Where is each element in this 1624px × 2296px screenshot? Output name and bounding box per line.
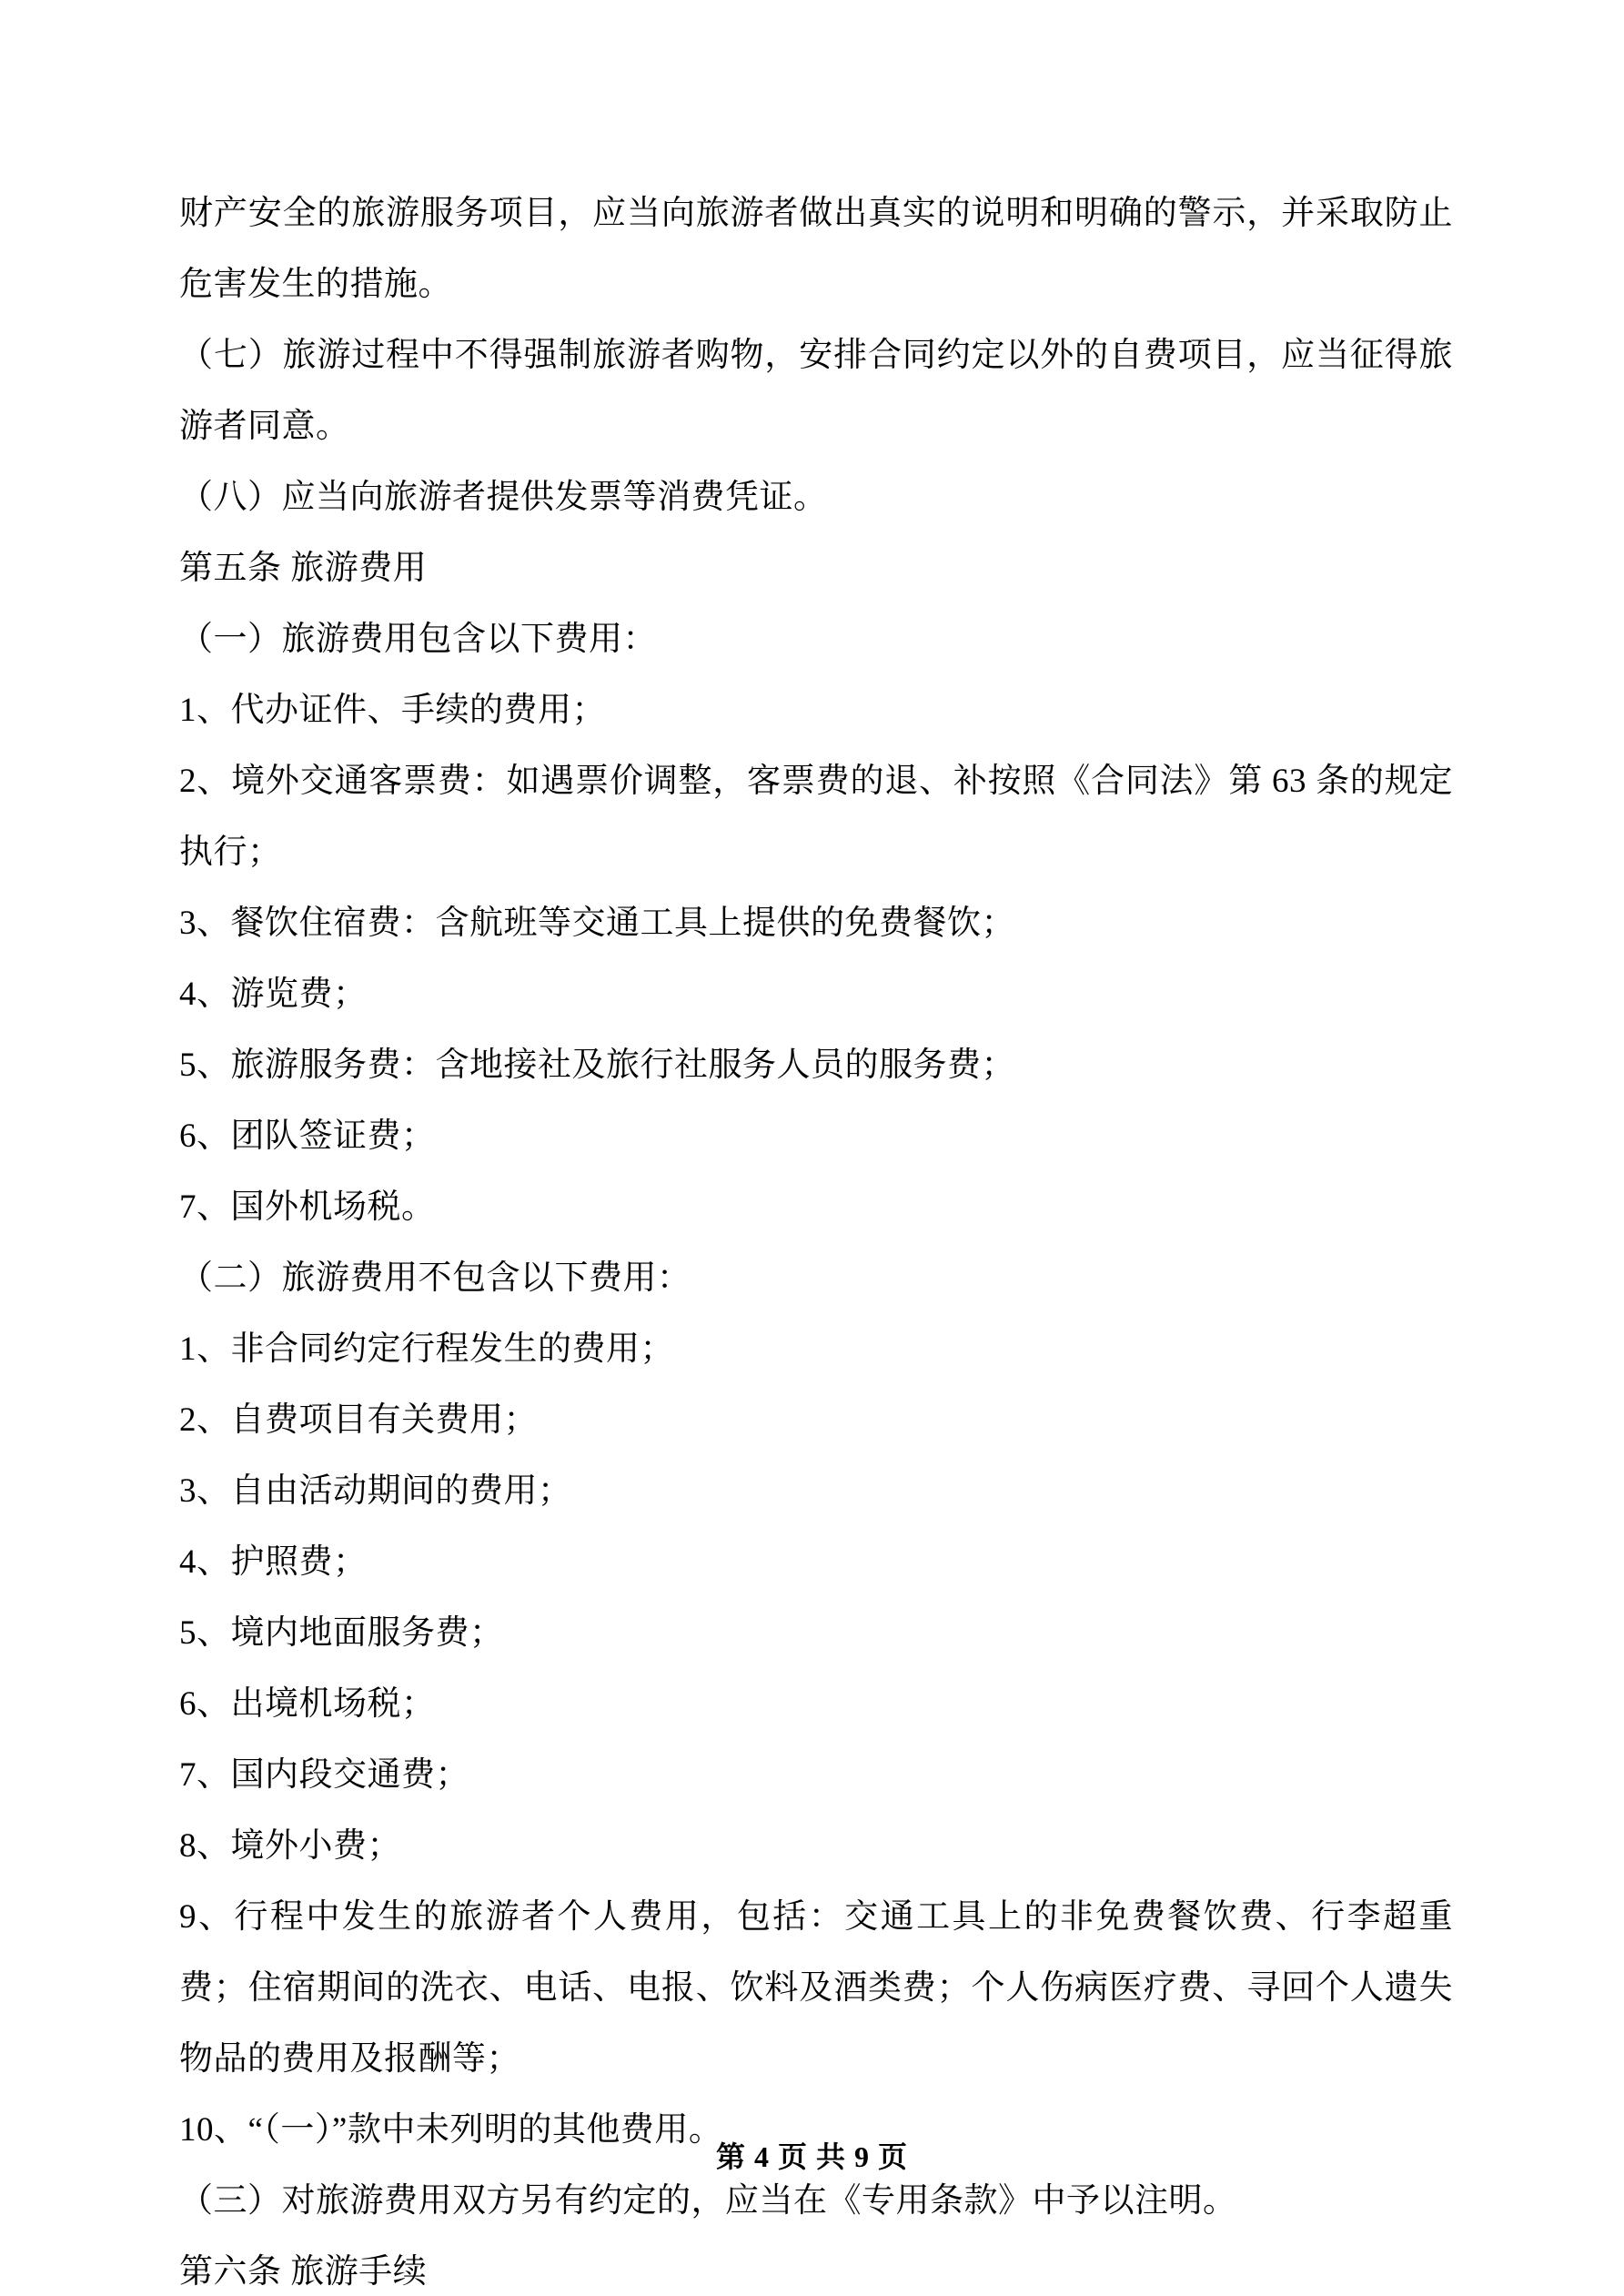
list-item: 7、国内段交通费； [179,1756,469,1794]
document-body [179,178,1453,2296]
list-item: 2、境外交通客票费：如遇票价调整，客票费的退、补按照《合同法》第 63 条的规定执行； [179,763,1453,871]
list-item: 4、护照费； [179,1543,368,1581]
paragraph: （三）对旅游费用双方另有约定的，应当在《专用条款》中予以注明。 [179,2182,1237,2220]
paragraph: （七）旅游过程中不得强制旅游者购物，安排合同约定以外的自费项目，应当征得旅游者同意。 [179,337,1453,445]
list-item: 1、非合同约定行程发生的费用； [179,1330,674,1368]
list-item: 2、自费项目有关费用； [179,1401,538,1439]
list-item: 3、餐饮住宿费：含航班等交通工具上提供的免费餐饮； [179,905,1015,942]
list-item: 9、行程中发生的旅游者个人费用，包括：交通工具上的非免费餐饮费、行李超重费；住宿期间的洗衣、电话、电报、饮料及酒类费；个人伤病医疗费、寻回个人遗失物品的费用及报酬等； [179,1898,1453,2078]
paragraph: （二）旅游费用不包含以下费用： [179,1259,691,1297]
section-heading: 第六条 旅游手续 [179,2253,428,2291]
page-footer: 第 4 页 共 9 页 [715,2140,908,2173]
list-item: 8、境外小费； [179,1827,401,1865]
list-item: 5、境内地面服务费； [179,1614,504,1652]
list-item: 7、国外机场税。 [179,1188,436,1226]
paragraph: （八）应当向旅游者提供发票等消费凭证。 [179,479,828,516]
list-item: 6、团队签证费； [179,1118,436,1155]
paragraph: 财产安全的旅游服务项目，应当向旅游者做出真实的说明和明确的警示，并采取防止危害发生的措施。 [179,195,1453,303]
list-item: 4、游览费； [179,976,368,1013]
list-item: 5、旅游服务费：含地接社及旅行社服务人员的服务费； [179,1047,1015,1084]
list-item: 3、自由活动期间的费用； [179,1472,572,1510]
paragraph: （一）旅游费用包含以下费用： [179,621,657,658]
list-item: 10、“（一）”款中未列明的其他费用。 [179,2111,723,2149]
list-item: 6、出境机场税； [179,1685,436,1723]
list-item: 1、代办证件、手续的费用； [179,692,606,729]
section-heading: 第五条 旅游费用 [179,550,428,587]
